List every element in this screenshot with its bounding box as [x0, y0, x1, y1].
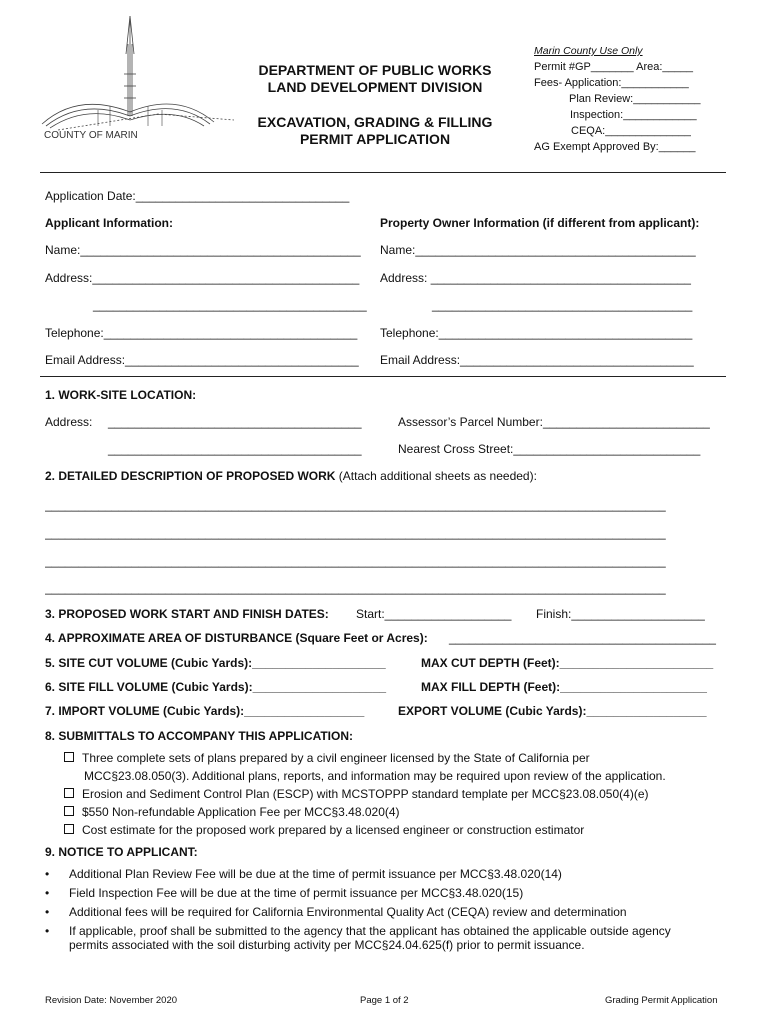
submittal-fee-text: $550 Non-refundable Application Fee per MCC§3.48.020(4)	[82, 805, 400, 819]
county-of-marin-logo	[38, 14, 238, 146]
header-line-1: DEPARTMENT OF PUBLIC WORKS	[258, 62, 492, 78]
inspection-field[interactable]: Inspection:____________	[570, 109, 697, 121]
worksite-address-line-2[interactable]: ______________________________________	[108, 442, 362, 456]
owner-address-line-2[interactable]: _______________________________________	[432, 298, 693, 312]
notice-item	[45, 886, 523, 900]
max-cut-depth-field[interactable]: MAX CUT DEPTH (Feet):_______________________	[421, 656, 714, 670]
notice-field-inspection-fee: Field Inspection Fee will be due at the time of permit issuance per MCC§3.48.020(15)	[69, 886, 524, 900]
submittal-estimate-text: Cost estimate for the proposed work prepared by a licensed engineer or construction estimator	[82, 823, 585, 837]
submittal-item-escp	[64, 787, 648, 801]
notice-plan-review-fee: Additional Plan Review Fee will be due at the time of permit issuance per MCC§3.48.020(14)	[69, 867, 562, 881]
section-2-heading	[45, 469, 537, 483]
worksite-address-label: Address:	[45, 415, 93, 429]
applicant-address-line-2[interactable]: _________________________________________	[93, 298, 367, 312]
disturbance-area-field[interactable]: ________________________________________	[449, 631, 716, 645]
description-line-1[interactable]: _____________________________________________________________________________________________	[45, 498, 666, 512]
submittal-escp-text: Erosion and Sediment Control Plan (ESCP) with MCSTOPPP standard template per MCC§23.08.050(4)(e)	[82, 787, 649, 801]
submittal-plans-text: Three complete sets of plans prepared by a civil engineer licensed by the State of California per	[82, 751, 590, 765]
owner-email-field[interactable]: Email Address:___________________________________	[380, 353, 694, 367]
department-header	[240, 62, 510, 148]
fee-checkbox[interactable]	[64, 806, 74, 816]
footer-title: Grading Permit Application	[605, 995, 718, 1006]
description-line-3[interactable]: _____________________________________________________________________________________________	[45, 554, 666, 568]
export-volume-field[interactable]: EXPORT VOLUME (Cubic Yards):__________________	[398, 704, 707, 718]
applicant-telephone-field[interactable]: Telephone:______________________________________	[45, 326, 358, 340]
notice-ceqa-fees: Additional fees will be required for California Environmental Quality Act (CEQA) review and determination	[69, 905, 627, 919]
applicant-name-field[interactable]: Name:__________________________________________	[45, 243, 361, 257]
section-1-heading: 1. WORK-SITE LOCATION:	[45, 388, 197, 402]
header-line-2: LAND DEVELOPMENT DIVISION	[267, 79, 483, 95]
parcel-number-field[interactable]: Assessor’s Parcel Number:_________________________	[398, 415, 710, 429]
ceqa-field[interactable]: CEQA:______________	[571, 125, 691, 137]
notice-item	[45, 867, 562, 881]
permit-number-field[interactable]: Permit #GP_______ Area:_____	[534, 61, 694, 73]
notice-item	[45, 924, 671, 938]
submittal-item-plans	[64, 751, 590, 765]
header-line-4: PERMIT APPLICATION	[299, 131, 451, 147]
owner-name-field[interactable]: Name:__________________________________________	[380, 243, 696, 257]
header-line-3: EXCAVATION, GRADING & FILLING	[257, 114, 493, 130]
application-date-field[interactable]: Application Date:________________________________	[45, 189, 350, 203]
owner-telephone-field[interactable]: Telephone:______________________________________	[380, 326, 693, 340]
notice-outside-agency: If applicable, proof shall be submitted to the agency that the applicant has obtained the applicable outside agency	[69, 924, 671, 938]
cross-street-field[interactable]: Nearest Cross Street:____________________________	[398, 442, 701, 456]
description-line-4[interactable]: _____________________________________________________________________________________________	[45, 581, 666, 595]
applicant-address-field[interactable]: Address:________________________________________	[45, 271, 360, 285]
revision-date: Revision Date: November 2020	[45, 995, 178, 1006]
section-2-note: (Attach additional sheets as needed):	[335, 469, 537, 483]
site-fill-volume-field[interactable]: 6. SITE FILL VOLUME (Cubic Yards):____________________	[45, 680, 387, 694]
notice-item	[45, 905, 627, 919]
notice-outside-agency-2: permits associated with the soil disturbing activity per MCC§24.04.625(f) prior to permit issuance.	[69, 938, 585, 952]
worksite-address-field[interactable]: ______________________________________	[108, 415, 362, 429]
finish-date-field[interactable]: Finish:____________________	[536, 607, 705, 621]
divider	[40, 172, 726, 173]
plans-checkbox[interactable]	[64, 752, 74, 762]
plan-review-field[interactable]: Plan Review:___________	[569, 93, 701, 105]
section-9-heading: 9. NOTICE TO APPLICANT:	[45, 845, 198, 859]
import-volume-field[interactable]: 7. IMPORT VOLUME (Cubic Yards):__________________	[45, 704, 365, 718]
submittal-item-estimate	[64, 823, 584, 837]
county-use-title: Marin County Use Only	[534, 45, 643, 57]
fees-application-field[interactable]: Fees- Application:___________	[534, 77, 689, 89]
start-date-field[interactable]: Start:___________________	[356, 607, 512, 621]
submittal-item-fee	[64, 805, 400, 819]
section-8-heading: 8. SUBMITTALS TO ACCOMPANY THIS APPLICATION:	[45, 729, 354, 743]
section-2-title: 2. DETAILED DESCRIPTION OF PROPOSED WORK	[45, 469, 336, 483]
owner-heading: Property Owner Information (if different from applicant):	[380, 216, 700, 230]
estimate-checkbox[interactable]	[64, 824, 74, 834]
owner-address-field[interactable]: Address: _______________________________________	[380, 271, 691, 285]
section-4-heading: 4. APPROXIMATE AREA OF DISTURBANCE (Square Feet or Acres):	[45, 631, 428, 645]
applicant-email-field[interactable]: Email Address:___________________________________	[45, 353, 359, 367]
max-fill-depth-field[interactable]: MAX FILL DEPTH (Feet):______________________	[421, 680, 707, 694]
section-3-heading: 3. PROPOSED WORK START AND FINISH DATES:	[45, 607, 329, 621]
page-number: Page 1 of 2	[360, 995, 409, 1006]
description-line-2[interactable]: _____________________________________________________________________________________________	[45, 526, 666, 540]
submittal-plans-text-2: MCC§23.08.050(3). Additional plans, reports, and information may be required upon review of the application.	[84, 769, 666, 783]
divider	[40, 376, 726, 377]
escp-checkbox[interactable]	[64, 788, 74, 798]
site-cut-volume-field[interactable]: 5. SITE CUT VOLUME (Cubic Yards):____________________	[45, 656, 386, 670]
logo-text: COUNTY OF MARIN	[44, 130, 138, 141]
ag-exempt-field[interactable]: AG Exempt Approved By:______	[534, 141, 696, 153]
applicant-heading: Applicant Information:	[45, 216, 173, 230]
